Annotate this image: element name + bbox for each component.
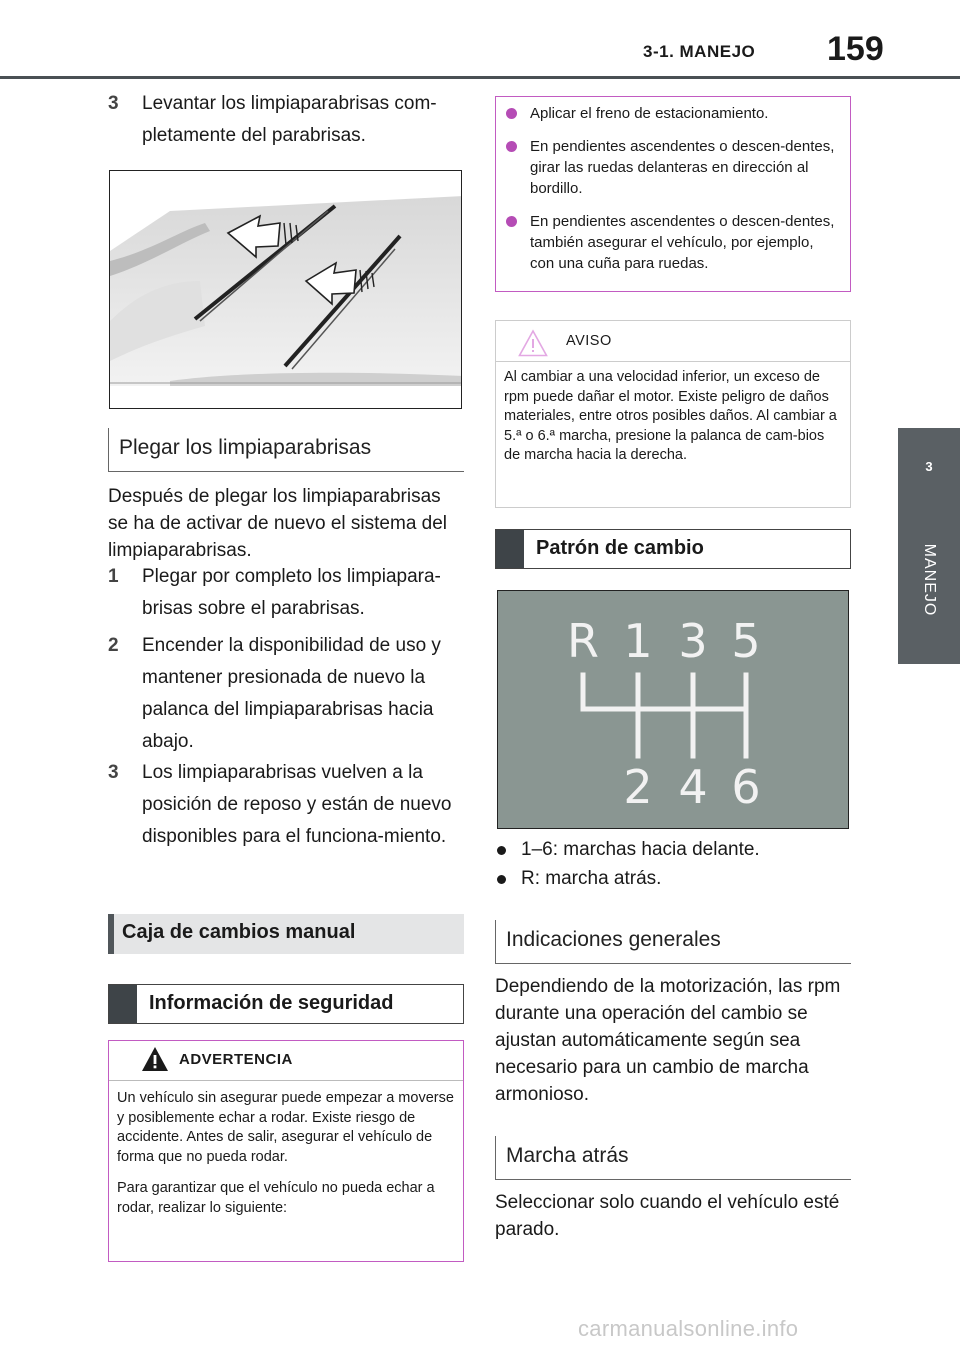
- precautions-box: [495, 96, 851, 292]
- warning-body: [109, 1081, 463, 1218]
- chapter-tab-number: 3: [898, 428, 960, 496]
- warning-triangle-icon: [141, 1046, 169, 1072]
- gear-label: 5: [731, 614, 761, 668]
- bullet-dot-icon: [497, 875, 506, 884]
- warning-paragraph: Un vehículo sin asegurar puede empezar a moverse y posiblemente echar a rodar. Existe riesgo de accidente. Antes de salir, asegurar el vehículo de forma que no pueda rodar.: [117, 1090, 454, 1165]
- pattern-note-forward: [495, 837, 851, 863]
- page-number: 159: [827, 30, 884, 68]
- step-text: Los limpiaparabrisas vuelven a la posición de reposo y están de nuevo disponibles para el funciona-miento.: [142, 762, 452, 847]
- gear-label: 6: [731, 760, 761, 814]
- subsection-marker: [109, 985, 137, 1023]
- windshield-wiper-illustration: [109, 170, 462, 409]
- step-fold-1: [108, 561, 464, 625]
- gear-label: 3: [678, 614, 708, 668]
- header-divider: [0, 76, 960, 79]
- section-title: Caja de cambios manual: [122, 921, 356, 943]
- list-item: [506, 103, 840, 124]
- warning-header: [109, 1041, 463, 1081]
- step-number: 3: [108, 762, 119, 783]
- subsection-shift-pattern: [495, 529, 851, 569]
- subsection-safety-info: [108, 984, 464, 1024]
- pattern-note-reverse: [495, 866, 851, 892]
- notice-body: Al cambiar a una velocidad inferior, un exceso de rpm puede dañar el motor. Existe peligro de daños materiales, entre otros posibles daños. Al cambiar a 5.ª o 6.ª marcha, presione la palanca de cam-bios de marcha hacia la derecha.: [504, 369, 837, 463]
- list-item-text: En pendientes ascendentes o descen-dentes, girar las ruedas delanteras en dirección al bordillo.: [530, 138, 835, 197]
- step-fold-2: [108, 630, 464, 758]
- subsection-reverse-gear: [495, 1136, 851, 1180]
- warning-paragraph: Para garantizar que el vehículo no pueda echar a rodar, realizar lo siguiente:: [117, 1180, 435, 1216]
- subsection-title: Marcha atrás: [506, 1144, 629, 1167]
- list-item: [506, 211, 840, 274]
- chapter-tab: [898, 496, 960, 664]
- bullet-dot-icon: [497, 846, 506, 855]
- notice-header: [496, 321, 850, 362]
- bullet-dot-icon: [506, 108, 517, 119]
- step-raise-wipers: [108, 88, 464, 152]
- subsection-fold-wipers: [108, 428, 464, 472]
- gear-label: 2: [623, 760, 653, 814]
- subsection-title: Patrón de cambio: [536, 537, 704, 559]
- step-number: 3: [108, 93, 119, 114]
- reverse-gear-text: Seleccionar solo cuando el vehículo esté parado.: [495, 1192, 840, 1240]
- fold-intro-text: Después de plegar los limpiaparabrisas se ha de activar de nuevo el sistema del limpiaparabrisas.: [108, 486, 448, 561]
- step-fold-3: [108, 757, 464, 853]
- gear-label: 1: [623, 614, 653, 668]
- general-notes-text: Dependiendo de la motorización, las rpm durante una operación del cambio se ajustan automáticamente según sea necesario para un cambio de marcha armonioso.: [495, 976, 841, 1105]
- step-number: 1: [108, 566, 119, 587]
- list-item-text: Aplicar el freno de estacionamiento.: [530, 105, 769, 122]
- bullet-dot-icon: [506, 216, 517, 227]
- notice-title: AVISO: [566, 333, 612, 349]
- list-item: [506, 136, 840, 199]
- list-item-text: R: marcha atrás.: [521, 868, 662, 889]
- shift-pattern-diagram: [497, 590, 849, 829]
- subsection-title: Plegar los limpiaparabrisas: [119, 436, 372, 459]
- subsection-title: Indicaciones generales: [506, 928, 721, 951]
- shift-pattern-drawing: [498, 591, 849, 829]
- list-item-text: En pendientes ascendentes o descen-dentes, también asegurar el vehículo, por ejemplo, con una cuña para ruedas.: [530, 213, 835, 272]
- step-text: Levantar los limpiaparabrisas com-pletamente del parabrisas.: [142, 93, 437, 146]
- section-marker: [108, 914, 114, 954]
- watermark: carmanualsonline.info: [578, 1316, 799, 1341]
- subsection-general-notes: [495, 920, 851, 964]
- list-item-text: 1–6: marchas hacia delante.: [521, 839, 760, 860]
- bullet-dot-icon: [506, 141, 517, 152]
- header-section-title: 3-1. MANEJO: [643, 42, 756, 61]
- gear-label: 4: [678, 760, 708, 814]
- warning-title: ADVERTENCIA: [179, 1051, 293, 1068]
- warning-box: [108, 1040, 464, 1262]
- subsection-title: Información de seguridad: [149, 992, 394, 1014]
- chapter-tab-label: MANEJO: [921, 543, 938, 617]
- step-text: Encender la disponibilidad de uso y mantener presionada de nuevo la palanca del limpiaparabrisas hacia abajo.: [142, 635, 441, 752]
- subsection-marker: [496, 530, 524, 568]
- notice-triangle-icon: [518, 329, 548, 357]
- step-number: 2: [108, 635, 119, 656]
- wiper-drawing: [110, 171, 462, 409]
- section-manual-gearbox: [108, 914, 464, 954]
- gear-label: R: [567, 614, 599, 668]
- notice-box: [495, 320, 851, 508]
- step-text: Plegar por completo los limpiapara-brisas sobre el parabrisas.: [142, 566, 441, 619]
